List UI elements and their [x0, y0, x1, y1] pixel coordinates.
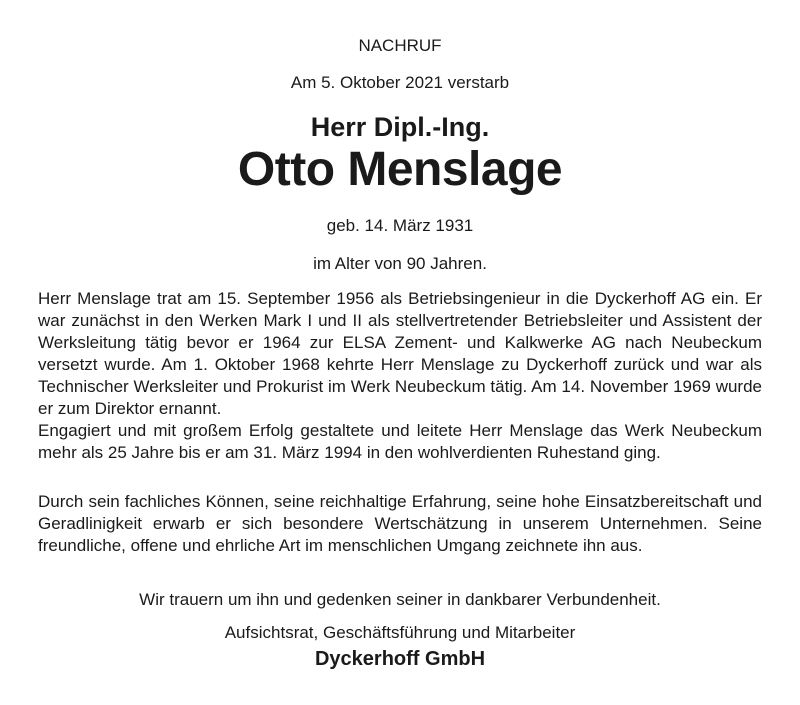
tribute-paragraph: Durch sein fachliches Können, seine reichhaltige Erfahrung, seine hohe Einsatzbereitschaft und Geradlinigkeit erwarb er sich besondere Wertschätzung in unserem Unternehmen. Seine freundliche, offene und ehrliche Art im menschlichen Umgang zeichnete ihn aus.: [38, 492, 762, 555]
company-name: Dyckerhoff GmbH: [314, 648, 486, 670]
closing-line: Wir trauern um ihn und gedenken seiner in dankbarer Verbundenheit.: [139, 590, 661, 609]
deceased-honorific: Herr Dipl.-Ing.: [310, 112, 490, 142]
signatories-line: Aufsichtsrat, Geschäftsführung und Mitarbeiter: [224, 623, 576, 642]
deceased-name: Otto Menslage: [237, 143, 563, 196]
biography-paragraph: Herr Menslage trat am 15. September 1956 als Betriebsingenieur in die Dyckerhoff AG ein. Er war zunächst in den Werken Mark I und II als stellvertretender Betriebsleiter und Assistent der Werksleitung tätig bevor er 1964 zur ELSA Zement- und Kalkwerke AG nach Neubeckum versetzt wurde. Am 1. Oktober 1968 kehrte Herr Menslage zu Dyckerhoff zurück und war als Technischer Werksleiter und Prokurist im Werk Neubeckum tätig. Am 14. November 1969 wurde er zum Direktor ernannt.: [38, 289, 762, 418]
achievement-paragraph: Engagiert und mit großem Erfolg gestaltete und leitete Herr Menslage das Werk Neubeckum mehr als 25 Jahre bis er am 31. März 1994 in den wohlverdienten Ruhestand ging.: [38, 421, 762, 462]
notice-heading: NACHRUF: [358, 36, 442, 55]
death-date-line: Am 5. Oktober 2021 verstarb: [290, 73, 510, 92]
birth-date-line: geb. 14. März 1931: [326, 216, 474, 235]
age-line: im Alter von 90 Jahren.: [313, 254, 487, 273]
